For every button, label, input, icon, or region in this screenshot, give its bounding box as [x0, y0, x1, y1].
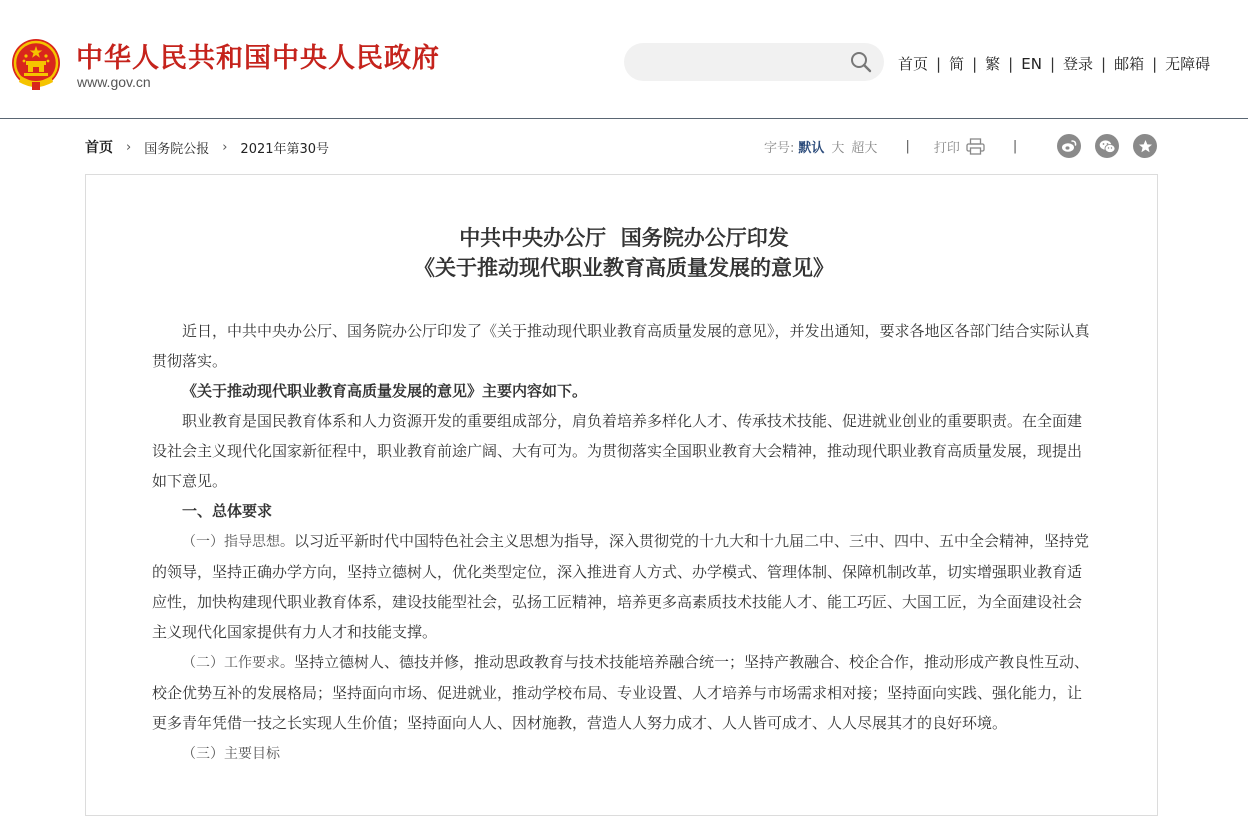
article-toolbar: [764, 137, 1041, 156]
paragraph: 职业教育是国民教育体系和人力资源开发的重要组成部分，肩负着培养多样化人才、传承技术技能、促进就业创业的重要职责。在全面建设社会主义现代化国家新征程中，职业教育前途广阔、大有可为。为贯彻落实全国职业教育大会精神，推动现代职业教育高质量发展，现提出如下意见。: [152, 412, 1083, 490]
favorite-icon[interactable]: [1133, 134, 1157, 158]
article-title-line1: 中共中央办公厅 国务院办公厅印发: [459, 225, 789, 250]
article-title-line2: 《关于推动现代职业教育高质量发展的意见》: [414, 255, 834, 280]
nav-separator: |: [1049, 54, 1055, 73]
nav-simplified[interactable]: 简: [949, 55, 965, 73]
article-title: [0, 223, 1248, 283]
font-size-label: 字号:: [764, 141, 795, 156]
national-emblem-logo[interactable]: [11, 38, 61, 90]
nav-english[interactable]: EN: [1021, 54, 1042, 73]
nav-traditional[interactable]: 繁: [985, 55, 1001, 73]
chevron-right-icon: ›: [222, 139, 228, 155]
nav-mailbox[interactable]: 邮箱: [1114, 55, 1145, 73]
print-icon[interactable]: [966, 138, 985, 155]
weibo-icon[interactable]: [1057, 134, 1081, 158]
paragraph: 近日，中共中央办公厅、国务院办公厅印发了《关于推动现代职业教育高质量发展的意见》，并发出通知，要求各地区各部门结合实际认真贯彻落实。: [152, 322, 1090, 370]
print-label[interactable]: 打印: [933, 141, 960, 156]
font-size-xlarge[interactable]: 超大: [851, 141, 878, 156]
font-size-default[interactable]: 默认: [798, 141, 825, 156]
site-header: [0, 0, 1248, 119]
paragraph: [152, 526, 1092, 647]
subsection-text: 坚持立德树人、德技并修，推动思政教育与技术技能培养融合统一；坚持产教融合、校企合作，推动形成产教良性互动、校企优势互补的发展格局；坚持面向市场、促进就业，推动学校布局、专业设置、人才培养与市场需求相对接；坚持面向实践、强化能力，让更多青年凭借一技之长实现人生价值；坚持面向人人、因材施教，营造人人努力成才、人人皆可成才、人人尽展其才的良好环境。: [152, 653, 1090, 732]
search-box: [624, 43, 884, 81]
breadcrumb-home[interactable]: 首页: [85, 140, 113, 156]
font-size-large[interactable]: 大: [831, 141, 845, 156]
paragraph: [152, 647, 1092, 738]
wechat-icon[interactable]: [1095, 134, 1119, 158]
nav-login[interactable]: 登录: [1063, 55, 1094, 73]
nav-separator: |: [1008, 54, 1014, 73]
site-title[interactable]: 中华人民共和国中央人民政府: [76, 43, 440, 74]
breadcrumb-gazette[interactable]: 国务院公报: [144, 141, 210, 157]
breadcrumb: [85, 137, 329, 157]
subsection-label: （二）工作要求。: [182, 655, 294, 671]
breadcrumb-issue[interactable]: 2021年第30号: [240, 141, 330, 157]
toolbar-separator: |: [905, 139, 910, 154]
paragraph-bold: 《关于推动现代职业教育高质量发展的意见》主要内容如下。: [182, 382, 588, 400]
nav-home[interactable]: 首页: [898, 55, 929, 73]
search-icon[interactable]: [850, 51, 872, 73]
nav-separator: |: [972, 54, 978, 73]
toolbar-separator: |: [1012, 139, 1018, 154]
subsection-label: （三）主要目标: [182, 746, 280, 762]
chevron-right-icon: ›: [126, 139, 132, 155]
article-body: [152, 316, 1092, 769]
subsection-label: （一）指导思想。: [182, 534, 294, 550]
nav-separator: |: [1152, 54, 1158, 73]
search-input[interactable]: [642, 43, 846, 81]
nav-accessibility[interactable]: 无障碍: [1165, 55, 1211, 73]
section-heading: 一、总体要求: [182, 502, 273, 520]
nav-separator: |: [936, 54, 942, 73]
site-url: www.gov.cn: [77, 74, 151, 90]
paragraph: [152, 738, 1092, 769]
nav-separator: |: [1101, 54, 1107, 73]
top-navigation: [898, 53, 1210, 74]
subsection-text: 以习近平新时代中国特色社会主义思想为指导，深入贯彻党的十九大和十九届二中、三中、四中、五中全会精神，坚持党的领导，坚持正确办学方向，坚持立德树人，优化类型定位，深入推进育人方式、办学模式、管理体制、保障机制改革，切实增强职业教育适应性，加快构建现代职业教育体系，建设技能型社会，弘扬工匠精神，培养更多高素质技术技能人才、能工巧匠、大国工匠，为全面建设社会主义现代化国家提供有力人才和技能支撑。: [152, 532, 1090, 641]
